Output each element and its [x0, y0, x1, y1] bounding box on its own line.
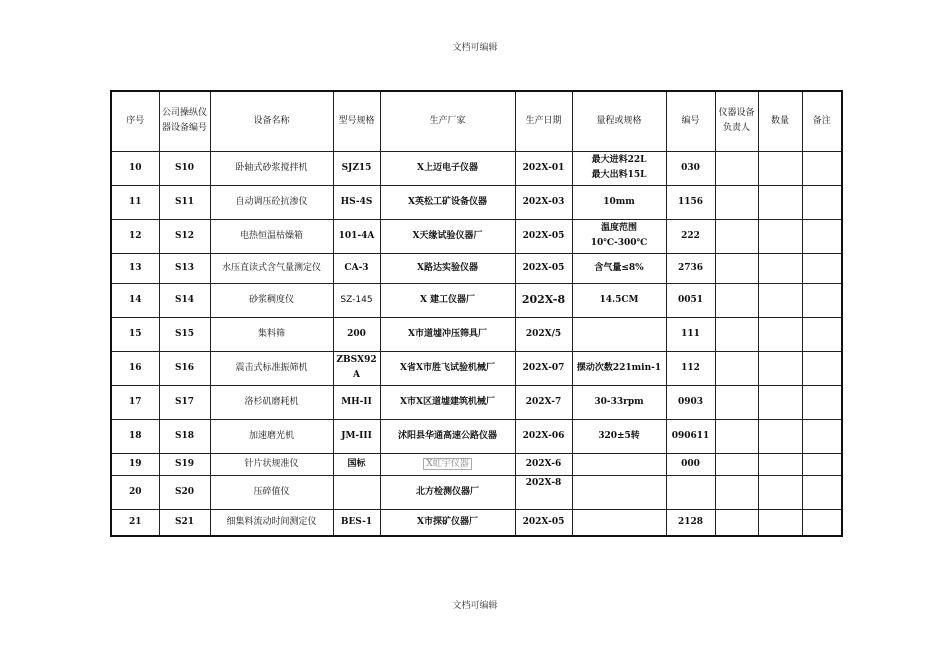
equipment-code — [159, 283, 210, 317]
row-number — [111, 453, 159, 475]
col-header-model: 型号规格 — [333, 91, 380, 151]
manufacturer — [380, 453, 515, 475]
row-number-text: 18 — [128, 430, 142, 441]
page-footer: 文档可编辑 — [452, 601, 498, 611]
range-spec-text: 摆动次数221min-1 — [576, 362, 662, 373]
equipment-name — [210, 219, 333, 253]
equipment-name-text: 压碎值仪 — [253, 486, 290, 497]
serial-number — [666, 253, 715, 283]
manufacturer — [380, 509, 515, 536]
remark-cell — [802, 385, 842, 419]
row-number-text: 10 — [128, 162, 142, 173]
equipment-code — [159, 151, 210, 185]
production-date — [515, 283, 572, 317]
table-row — [111, 253, 842, 283]
equipment-name — [210, 283, 333, 317]
equipment-code — [159, 385, 210, 419]
model-spec-text: 国标 — [347, 458, 366, 469]
production-date-text: 202X-7 — [525, 396, 562, 407]
quantity-cell — [758, 475, 802, 509]
model-spec — [333, 317, 380, 351]
serial-number — [666, 453, 715, 475]
col-header-date: 生产日期 — [515, 91, 572, 151]
range-spec — [572, 453, 666, 475]
equipment-name-text: 砂浆稠度仪 — [248, 294, 294, 305]
range-spec-text: 含气量≤8% — [594, 262, 644, 273]
range-spec — [572, 385, 666, 419]
production-date — [515, 419, 572, 453]
equipment-name — [210, 185, 333, 219]
equipment-name-text: 细集料流动时间测定仪 — [226, 516, 317, 527]
owner-cell — [715, 509, 758, 536]
manufacturer-text: X省X市胜飞试验机械厂 — [400, 362, 495, 373]
owner-cell — [715, 253, 758, 283]
remark-cell — [802, 453, 842, 475]
quantity-cell — [758, 351, 802, 385]
row-number-text: 19 — [128, 458, 142, 469]
model-spec — [333, 151, 380, 185]
owner-cell — [715, 219, 758, 253]
manufacturer — [380, 151, 515, 185]
production-date — [515, 317, 572, 351]
row-number — [111, 385, 159, 419]
serial-number — [666, 385, 715, 419]
manufacturer-text: X英松工矿设备仪器 — [408, 196, 487, 207]
serial-number — [666, 419, 715, 453]
row-number — [111, 219, 159, 253]
serial-number — [666, 219, 715, 253]
col-header-maker: 生产厂家 — [380, 91, 515, 151]
serial-number-text: 2736 — [677, 262, 704, 273]
manufacturer-text: X虹宇仪器 — [423, 458, 471, 470]
manufacturer-text: X市X区道墟建筑机械厂 — [400, 396, 495, 407]
equipment-code — [159, 185, 210, 219]
row-number — [111, 317, 159, 351]
model-spec-text: SJZ15 — [341, 162, 372, 173]
equipment-code — [159, 253, 210, 283]
col-header-name: 设备名称 — [210, 91, 333, 151]
range-spec — [572, 219, 666, 253]
row-number-text: 20 — [128, 486, 142, 497]
production-date-text: 202X-07 — [522, 362, 565, 373]
row-number — [111, 419, 159, 453]
owner-cell — [715, 351, 758, 385]
remark-cell — [802, 475, 842, 509]
equipment-name-text: 针片状规准仪 — [244, 458, 299, 469]
remark-cell — [802, 219, 842, 253]
table-row — [111, 453, 842, 475]
production-date-text: 202X-03 — [522, 196, 565, 207]
range-spec — [572, 419, 666, 453]
col-header-remark: 备注 — [802, 91, 842, 151]
col-header-range: 量程或规格 — [572, 91, 666, 151]
serial-number — [666, 317, 715, 351]
production-date — [515, 509, 572, 536]
serial-number-text: 111 — [681, 328, 700, 339]
production-date — [515, 453, 572, 475]
range-spec — [572, 283, 666, 317]
row-number — [111, 283, 159, 317]
equipment-name — [210, 509, 333, 536]
equipment-code — [159, 509, 210, 536]
quantity-cell — [758, 185, 802, 219]
serial-number — [666, 283, 715, 317]
manufacturer — [380, 253, 515, 283]
model-spec-text: HS-4S — [340, 196, 373, 207]
model-spec — [333, 253, 380, 283]
production-date — [515, 475, 572, 509]
model-spec-text: ZBSX92 A — [336, 355, 377, 380]
owner-cell — [715, 283, 758, 317]
quantity-cell — [758, 253, 802, 283]
equipment-name — [210, 253, 333, 283]
production-date-text: 202X-06 — [522, 430, 565, 441]
range-spec — [572, 317, 666, 351]
range-spec — [572, 253, 666, 283]
row-number-text: 16 — [128, 362, 142, 373]
owner-cell — [715, 385, 758, 419]
owner-cell — [715, 317, 758, 351]
serial-number-text: 0903 — [677, 396, 704, 407]
row-number-text: 12 — [128, 230, 142, 241]
equipment-name-text: 集料筛 — [257, 328, 285, 339]
equipment-name — [210, 351, 333, 385]
range-spec-text: 10mm — [603, 196, 635, 207]
range-spec — [572, 509, 666, 536]
serial-number-text: 000 — [681, 458, 700, 469]
col-header-serial: 编号 — [666, 91, 715, 151]
remark-cell — [802, 419, 842, 453]
model-spec-text: CA-3 — [344, 262, 369, 273]
table-row — [111, 317, 842, 351]
equipment-name-text: 水压直读式含气量测定仪 — [221, 262, 321, 273]
manufacturer — [380, 185, 515, 219]
equipment-code — [159, 453, 210, 475]
equipment-name-text: 卧轴式砂浆搅拌机 — [235, 162, 308, 173]
equipment-code-text: S17 — [174, 396, 195, 407]
quantity-cell — [758, 385, 802, 419]
manufacturer-text: 沭阳县华通高速公路仪器 — [397, 430, 497, 441]
remark-cell — [802, 185, 842, 219]
equipment-code-text: S16 — [174, 362, 195, 373]
equipment-code — [159, 475, 210, 509]
manufacturer-text: X 建工仪器厂 — [419, 294, 476, 305]
manufacturer-text: X路达实验仪器 — [417, 262, 478, 273]
table-row — [111, 185, 842, 219]
remark-cell — [802, 351, 842, 385]
row-number — [111, 351, 159, 385]
range-spec-text: 14.5CM — [599, 294, 639, 305]
equipment-name — [210, 317, 333, 351]
serial-number — [666, 351, 715, 385]
range-spec — [572, 351, 666, 385]
equipment-code-text: S12 — [174, 230, 195, 241]
equipment-code-text: S15 — [174, 328, 195, 339]
row-number — [111, 185, 159, 219]
production-date — [515, 185, 572, 219]
equipment-name-text: 自动调压砼抗渗仪 — [235, 196, 308, 207]
equipment-name-text: 洛杉矶磨耗机 — [244, 396, 299, 407]
table-row — [111, 219, 842, 253]
model-spec-text: 200 — [347, 328, 366, 339]
model-spec — [333, 185, 380, 219]
equipment-code — [159, 351, 210, 385]
equipment-code-text: S10 — [174, 162, 195, 173]
table-row — [111, 509, 842, 536]
model-spec — [333, 453, 380, 475]
production-date — [515, 151, 572, 185]
model-spec — [333, 219, 380, 253]
owner-cell — [715, 475, 758, 509]
production-date-text: 202X/5 — [525, 328, 562, 339]
serial-number — [666, 475, 715, 509]
serial-number-text: 0051 — [677, 294, 704, 305]
serial-number-text: 222 — [681, 230, 700, 241]
manufacturer — [380, 283, 515, 317]
model-spec-text: SZ-145 — [340, 294, 373, 305]
manufacturer — [380, 317, 515, 351]
col-header-qty: 数量 — [758, 91, 802, 151]
equipment-code-text: S19 — [174, 458, 195, 469]
row-number — [111, 475, 159, 509]
equipment-code-text: S11 — [174, 196, 195, 207]
model-spec — [333, 509, 380, 536]
equipment-code — [159, 419, 210, 453]
remark-cell — [802, 283, 842, 317]
row-number-text: 11 — [128, 196, 142, 207]
table-row — [111, 475, 842, 509]
model-spec — [333, 475, 380, 509]
row-number-text: 17 — [128, 396, 142, 407]
range-spec-text: 320±5转 — [598, 430, 640, 441]
serial-number-text: 2128 — [677, 516, 704, 527]
range-spec-text: 温度范围10℃-300℃ — [590, 223, 648, 248]
quantity-cell — [758, 317, 802, 351]
quantity-cell — [758, 219, 802, 253]
model-spec — [333, 385, 380, 419]
quantity-cell — [758, 419, 802, 453]
owner-cell — [715, 151, 758, 185]
range-spec — [572, 185, 666, 219]
equipment-code — [159, 219, 210, 253]
quantity-cell — [758, 151, 802, 185]
equipment-name — [210, 419, 333, 453]
serial-number — [666, 151, 715, 185]
row-number-text: 21 — [128, 516, 142, 527]
equipment-code-text: S13 — [174, 262, 195, 273]
equipment-name-text: 电热恒温枯燥箱 — [239, 230, 303, 241]
equipment-table — [110, 90, 843, 537]
remark-cell — [802, 509, 842, 536]
remark-cell — [802, 151, 842, 185]
manufacturer-text: X天缘试验仪器厂 — [412, 230, 483, 241]
serial-number-text: 090611 — [671, 430, 710, 441]
col-header-code: 公司操纵仪器设备编号 — [159, 91, 210, 151]
production-date — [515, 219, 572, 253]
table-row — [111, 351, 842, 385]
equipment-code — [159, 317, 210, 351]
row-number — [111, 253, 159, 283]
quantity-cell — [758, 509, 802, 536]
model-spec — [333, 283, 380, 317]
col-header-no: 序号 — [111, 91, 159, 151]
manufacturer-text: 北方检测仪器厂 — [415, 486, 479, 497]
range-spec-text: 30-33rpm — [594, 396, 644, 407]
serial-number-text: 112 — [681, 362, 700, 373]
table-row — [111, 419, 842, 453]
production-date — [515, 385, 572, 419]
serial-number — [666, 185, 715, 219]
manufacturer — [380, 475, 515, 509]
equipment-name-text: 震击式标准振筛机 — [235, 362, 308, 373]
table-row — [111, 151, 842, 185]
table-row — [111, 385, 842, 419]
serial-number-text: 030 — [681, 162, 700, 173]
production-date-text: 202X-6 — [525, 458, 562, 469]
manufacturer — [380, 419, 515, 453]
range-spec — [572, 475, 666, 509]
remark-cell — [802, 317, 842, 351]
equipment-name — [210, 385, 333, 419]
equipment-name — [210, 475, 333, 509]
equipment-name — [210, 151, 333, 185]
col-header-owner: 仪器设备负责人 — [715, 91, 758, 151]
equipment-code-text: S21 — [174, 516, 195, 527]
model-spec-text: MH-II — [341, 396, 372, 407]
production-date-text: 202X-05 — [522, 516, 565, 527]
production-date — [515, 253, 572, 283]
manufacturer — [380, 219, 515, 253]
manufacturer — [380, 385, 515, 419]
quantity-cell — [758, 453, 802, 475]
equipment-code-text: S20 — [174, 486, 195, 497]
range-spec-text: 最大进料22L 最大出料15L — [591, 155, 647, 180]
range-spec — [572, 151, 666, 185]
model-spec-text: JM-III — [341, 430, 372, 441]
owner-cell — [715, 453, 758, 475]
model-spec — [333, 351, 380, 385]
remark-cell — [802, 253, 842, 283]
row-number-text: 14 — [128, 294, 142, 305]
equipment-code-text: S18 — [174, 430, 195, 441]
table-row — [111, 283, 842, 317]
owner-cell — [715, 185, 758, 219]
equipment-code-text: S14 — [174, 294, 195, 305]
equipment-name-text: 加速磨光机 — [248, 430, 294, 441]
serial-number-text: 1156 — [677, 196, 704, 207]
table-header-row — [111, 91, 842, 151]
serial-number — [666, 509, 715, 536]
equipment-name — [210, 453, 333, 475]
row-number-text: 13 — [128, 262, 142, 273]
manufacturer-text: X市道墟冲压筛具厂 — [408, 328, 487, 339]
row-number-text: 15 — [128, 328, 142, 339]
production-date-text: 202X-05 — [522, 262, 565, 273]
model-spec — [333, 419, 380, 453]
model-spec-text: 101-4A — [338, 230, 375, 241]
production-date-text: 202X-05 — [522, 230, 565, 241]
model-spec-text: BES-1 — [340, 516, 373, 527]
page-header: 文档可编辑 — [452, 43, 498, 53]
row-number — [111, 509, 159, 536]
manufacturer-text: X市探矿仪器厂 — [417, 516, 478, 527]
production-date-text: 202X-8 — [521, 292, 566, 306]
manufacturer — [380, 351, 515, 385]
quantity-cell — [758, 283, 802, 317]
owner-cell — [715, 419, 758, 453]
production-date-text: 202X-8 — [525, 477, 562, 488]
production-date — [515, 351, 572, 385]
production-date-text: 202X-01 — [522, 162, 565, 173]
manufacturer-text: X上迈电子仪器 — [417, 162, 478, 173]
row-number — [111, 151, 159, 185]
